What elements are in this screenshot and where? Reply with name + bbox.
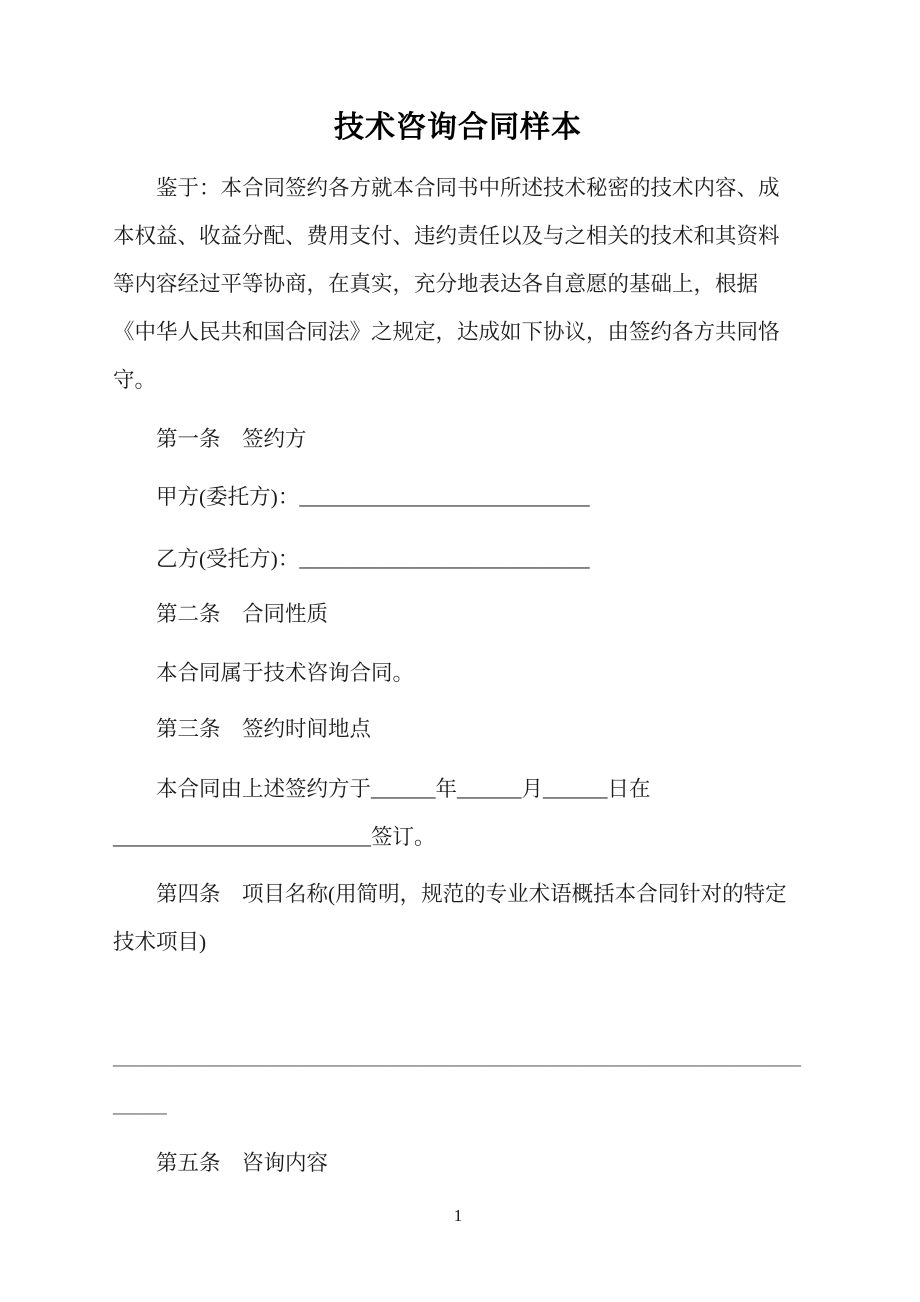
- fill-in-blank-line: _____: [113, 1093, 167, 1117]
- fill-in-blank-line: ________________________________________________________________: [113, 1045, 801, 1069]
- party-a-blank-line: 甲方(委托方)：___________________________: [156, 485, 590, 509]
- article-3-heading: 第三条 签约时间地点: [156, 717, 372, 741]
- article-2-body: 本合同属于技术咨询合同。: [156, 661, 415, 685]
- preamble-line: 守。: [113, 368, 157, 392]
- article-1-heading: 第一条 签约方: [156, 427, 307, 451]
- article-5-heading: 第五条 咨询内容: [156, 1151, 329, 1175]
- article-4-heading-line: 技术项目): [113, 930, 207, 954]
- preamble-line: 本权益、收益分配、费用支付、违约责任以及与之相关的技术和其资料: [113, 224, 780, 248]
- article-3-body: [113, 765, 920, 861]
- signing-place-line: ________________________签订。: [113, 825, 436, 849]
- signing-date-line: 本合同由上述签约方于______年______月______日在: [156, 777, 651, 801]
- preamble-paragraph: [113, 164, 920, 404]
- article-4-heading: [113, 870, 920, 966]
- document-title: 技术咨询合同样本: [334, 111, 582, 144]
- preamble-line: 鉴于：本合同签约各方就本合同书中所述技术秘密的技术内容、成: [156, 176, 780, 200]
- party-b-blank-line: 乙方(受托方)：___________________________: [156, 547, 590, 571]
- preamble-line: 等内容经过平等协商，在真实，充分地表达各自意愿的基础上，根据: [113, 272, 759, 296]
- preamble-line: 《中华人民共和国合同法》之规定，达成如下协议，由签约各方共同恪: [113, 320, 780, 344]
- article-2-heading: 第二条 合同性质: [156, 602, 329, 626]
- article-4-heading-line: 第四条 项目名称(用简明，规范的专业术语概括本合同针对的特定: [156, 882, 787, 906]
- project-name-blank-lines: [113, 1033, 920, 1129]
- page-number: 1: [453, 1206, 463, 1225]
